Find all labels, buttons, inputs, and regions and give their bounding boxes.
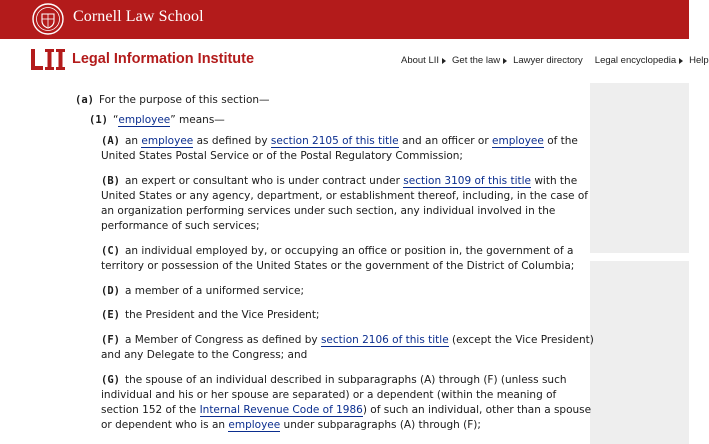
section-link-2105[interactable]: section 2105 of this title bbox=[270, 135, 399, 147]
nav-about-lii[interactable] bbox=[401, 55, 452, 66]
para-B bbox=[101, 174, 577, 189]
cornell-law-school-name[interactable]: Cornell Law School bbox=[73, 8, 204, 25]
nav-label: Lawyer directory bbox=[513, 55, 583, 66]
nav-help[interactable] bbox=[689, 55, 709, 66]
para-text: ) of such an individual, other than a spouse bbox=[362, 404, 592, 416]
para-marker: (F) bbox=[101, 334, 120, 346]
para-text: under subparagraphs (A) through (F); bbox=[280, 419, 481, 431]
nav-label: Help bbox=[689, 55, 709, 66]
definition-link-employee[interactable]: employee bbox=[141, 135, 194, 147]
para-marker: (B) bbox=[101, 175, 120, 187]
para-text: with the bbox=[530, 175, 578, 187]
sidebar-panel bbox=[590, 83, 689, 253]
sidebar-panel bbox=[590, 261, 689, 444]
para-1 bbox=[89, 113, 225, 128]
para-G-line bbox=[101, 403, 591, 418]
para-text: or dependent who is an bbox=[101, 419, 229, 431]
definition-link-employee[interactable]: employee bbox=[492, 135, 544, 147]
para-F bbox=[101, 333, 594, 348]
para-text: of the bbox=[543, 135, 578, 147]
para-C bbox=[101, 244, 573, 259]
nav-label: About LII bbox=[401, 55, 440, 66]
para-text: an bbox=[124, 135, 142, 147]
para-G bbox=[101, 373, 567, 388]
definition-link-employee[interactable]: employee bbox=[228, 419, 281, 431]
para-marker: (G) bbox=[101, 374, 120, 386]
para-text: as defined by bbox=[193, 135, 271, 147]
para-A-line: United States Postal Service or of the Postal Regulatory Commission; bbox=[101, 150, 463, 162]
para-text: (except the Vice President) bbox=[448, 334, 594, 346]
para-marker: (E) bbox=[101, 309, 120, 321]
cornell-seal-icon[interactable] bbox=[32, 3, 64, 35]
para-F-line: and any Delegate to the Congress; and bbox=[101, 349, 308, 361]
para-D bbox=[101, 284, 304, 299]
section-link-2106[interactable]: section 2106 of this title bbox=[320, 334, 449, 346]
para-G-line bbox=[101, 418, 481, 433]
nav-lawyer-directory[interactable] bbox=[513, 55, 583, 66]
para-text: a member of a uniformed service; bbox=[124, 285, 304, 297]
nav-label: Get the law bbox=[452, 55, 501, 66]
lii-logo-icon[interactable] bbox=[31, 47, 67, 72]
irc-1986-link[interactable]: Internal Revenue Code of 1986 bbox=[199, 404, 363, 416]
para-marker: (A) bbox=[101, 135, 120, 147]
nav-legal-encyclopedia[interactable] bbox=[595, 55, 689, 66]
lii-title[interactable]: Legal Information Institute bbox=[72, 51, 255, 67]
para-B-line: performance of such services; bbox=[101, 220, 260, 232]
para-B-line: an organization performing services under such section, any individual involved in the bbox=[101, 205, 556, 217]
para-marker: (D) bbox=[101, 285, 120, 297]
para-B-line: United States or any agency, department, or establishment thereof, including, in the case of bbox=[101, 190, 588, 202]
para-text: and an officer or bbox=[398, 135, 493, 147]
cornell-topbar bbox=[0, 0, 689, 39]
nav-label: Legal encyclopedia bbox=[594, 55, 677, 66]
para-a bbox=[75, 93, 270, 108]
main-nav bbox=[401, 55, 709, 66]
para-text: the spouse of an individual described in subparagraphs (A) through (F) (unless such bbox=[124, 374, 567, 386]
caret-right-icon bbox=[442, 58, 446, 64]
caret-right-icon bbox=[679, 58, 683, 64]
para-text: “ bbox=[112, 114, 119, 126]
definition-link-employee[interactable]: employee bbox=[118, 114, 171, 126]
para-text: section 152 of the bbox=[101, 404, 200, 416]
para-E bbox=[101, 308, 319, 323]
para-marker: (1) bbox=[89, 114, 108, 126]
para-text: an individual employed by, or occupying an office or position in, the government of a bbox=[124, 245, 574, 257]
para-A bbox=[101, 134, 578, 149]
para-text: an expert or consultant who is under contract under bbox=[124, 175, 404, 187]
caret-right-icon bbox=[503, 58, 507, 64]
para-marker: (C) bbox=[101, 245, 120, 257]
para-text: the President and the Vice President; bbox=[124, 309, 320, 321]
section-link-3109[interactable]: section 3109 of this title bbox=[403, 175, 531, 187]
para-G-line: individual and his or her spouse are separated) or a dependent (within the meaning of bbox=[101, 389, 557, 401]
para-marker: (a) bbox=[75, 94, 94, 106]
para-C-line: territory or possession of the United States or the government of the District of Columbia; bbox=[101, 260, 575, 272]
para-text: a Member of Congress as defined by bbox=[124, 334, 321, 346]
para-text: For the purpose of this section— bbox=[98, 94, 270, 106]
nav-get-the-law[interactable] bbox=[452, 55, 513, 66]
para-text: ” means— bbox=[170, 114, 225, 126]
